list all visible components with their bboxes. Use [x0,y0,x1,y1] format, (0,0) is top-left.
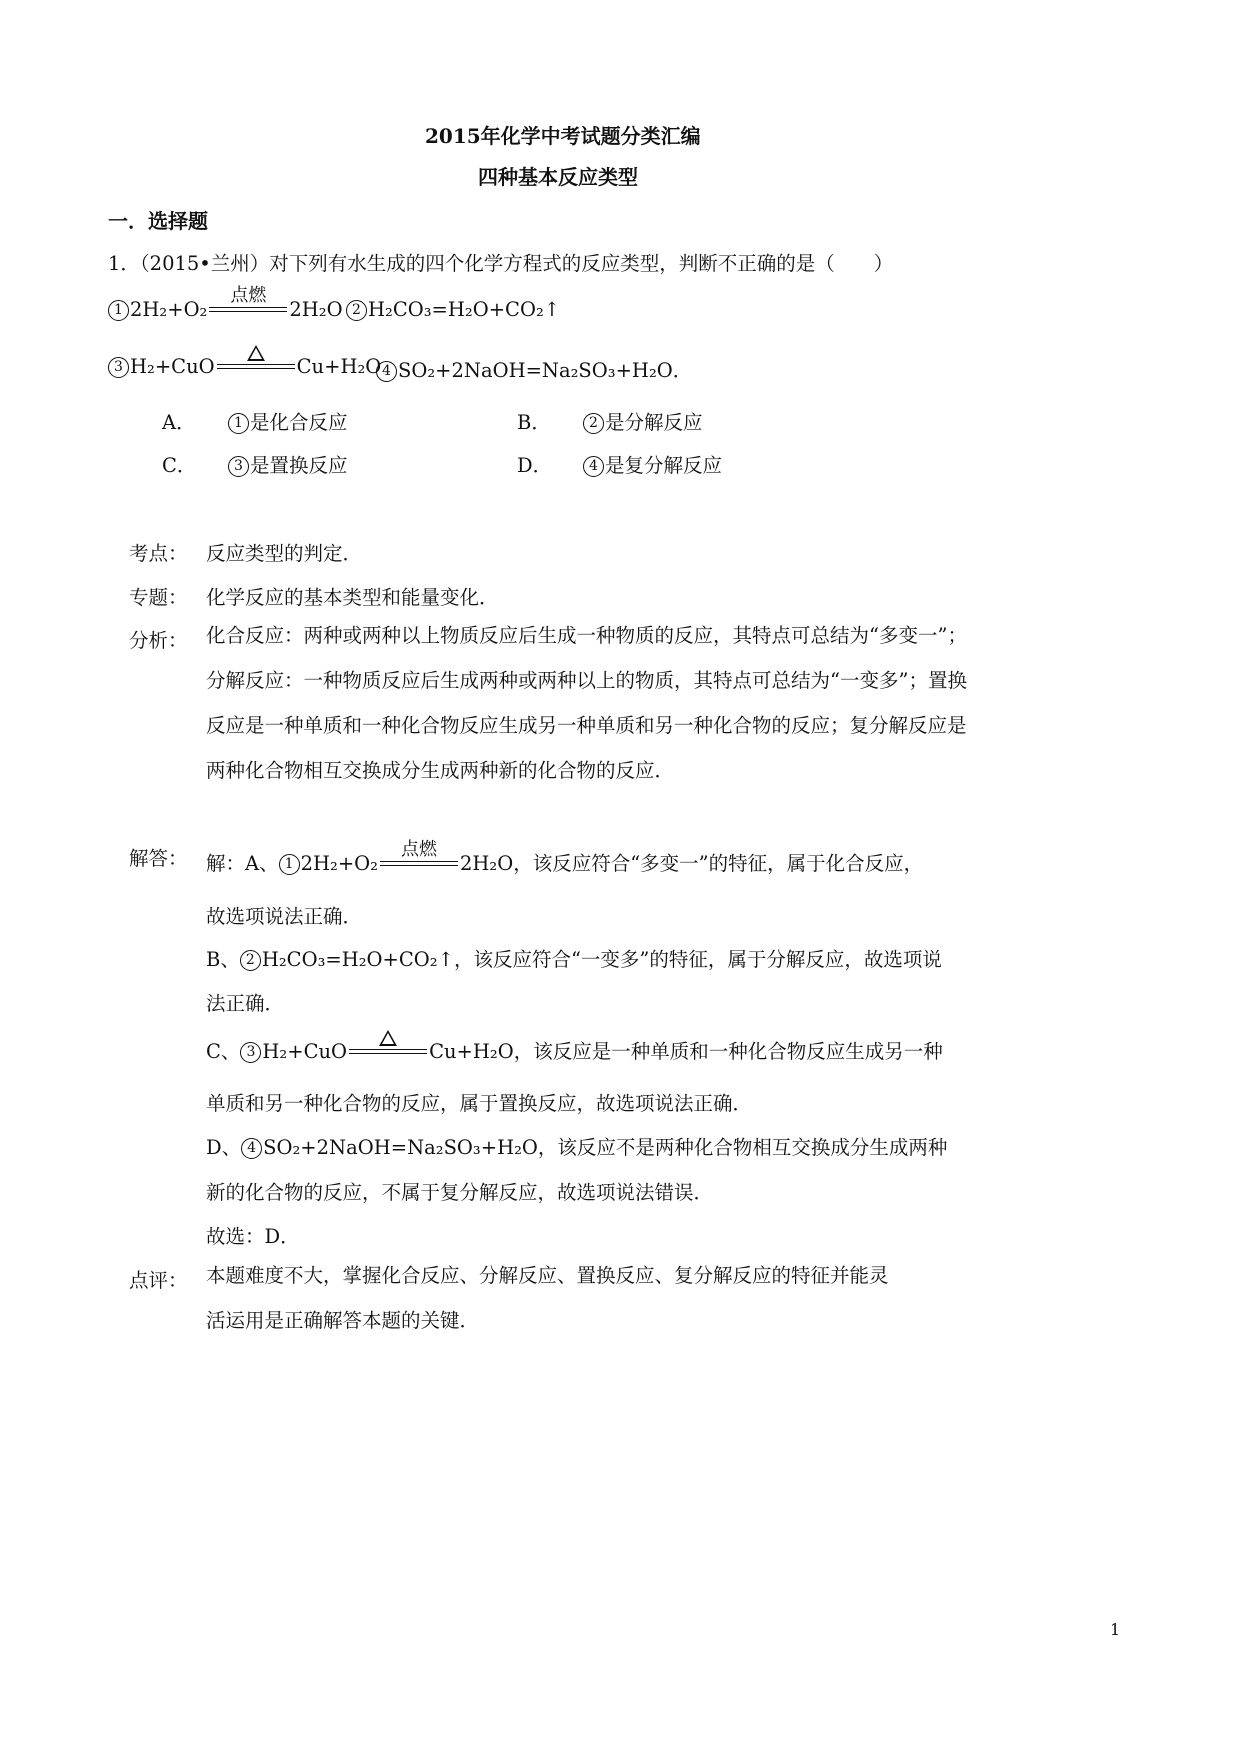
kaodian-text: 反应类型的判定． [206,542,363,565]
option-text: 是化合反应 [250,411,348,434]
page-title: 2015年化学中考试题分类汇编 [425,124,701,148]
circled-number: 1 [108,300,129,321]
eq2-text: H₂CO₃=H₂O+CO₂↑ [368,298,561,321]
jieda-label: 解答： [129,847,188,870]
eq1-left: 2H₂+O₂ [300,852,378,875]
answer-b-suffix: ，该反应符合“一变多”的特征，属于分解反应，故选项说 [453,948,942,971]
answer-b-prefix: B、 [206,948,240,971]
option-d [517,450,722,478]
option-a [162,407,348,435]
dianping-text: 本题难度不大，掌握化合反应、分解反应、置换反应、复分解反应的特征并能灵活运用是正确解答本题的关键． [206,1264,889,1332]
eq4-text: SO₂+2NaOH=Na₂SO₃+H₂O [263,1136,538,1159]
circled-number: 4 [241,1138,262,1159]
answer-b [206,944,942,972]
circled-number: 4 [376,361,397,382]
eq1-right: 2H₂O [289,298,343,321]
circled-number: 3 [228,456,249,477]
condition-label: 点燃 [400,838,437,860]
answer-b-line2: 法正确． [206,992,285,1015]
equation-3 [108,355,381,378]
circled-number: 2 [583,413,604,434]
answer-a-suffix: ，该反应符合“多变一”的特征，属于化合反应， [513,852,924,875]
answer-c-line2: 单质和另一种化合物的反应，属于置换反应，故选项说法正确． [206,1092,753,1115]
answer-c-prefix: C、 [206,1040,241,1063]
circled-number: 2 [346,300,367,321]
zhuanti-label: 专题： [129,586,188,609]
question-stem: 1．（2015•兰州）对下列有水生成的四个化学方程式的反应类型，判断不正确的是（ ） [108,252,894,275]
heat-condition [349,1048,427,1058]
equation-4 [376,355,692,383]
circled-number: 2 [240,950,261,971]
kaodian-label: 考点： [129,542,188,565]
option-letter: C． [162,454,197,477]
eq3-right: Cu+H₂O [429,1040,514,1063]
zhuanti-text: 化学反应的基本类型和能量变化． [206,586,499,609]
circled-number: 3 [108,357,129,378]
answer-a-line2: 故选项说法正确． [206,905,363,928]
circled-number: 1 [228,413,249,434]
page-number: 1 [1110,1620,1121,1639]
page-subtitle: 四种基本反应类型 [478,165,638,189]
eq1-right: 2H₂O [459,852,514,875]
circled-number: 3 [240,1042,261,1063]
eq3-left: H₂+CuO [130,355,215,378]
answer-a [206,838,924,876]
ignite-condition [380,838,458,870]
option-b [517,407,703,435]
eq3-left: H₂+CuO [262,1040,348,1063]
section-heading: 一．选择题 [108,209,208,233]
dianping-label: 点评： [129,1269,188,1292]
circled-number: 4 [583,456,604,477]
condition-label: 点燃 [230,284,267,306]
eq1-left: 2H₂+O₂ [130,298,208,321]
eq3-right: Cu+H₂O [296,355,382,378]
option-letter: D． [517,454,553,477]
answer-d [206,1132,947,1160]
ignite-condition [209,284,287,316]
heat-condition [217,363,295,373]
equation-2 [346,298,560,321]
fenxi-text: 化合反应：两种或两种以上物质反应后生成一种物质的反应，其特点可总结为“多变一”； 分解反应：一种物质反应后生成两种或两种以上的物质，其特点可总结为“一变多”；置换反应是一种单质和一种化合物反应生成另一种单质和另一种化合物的反应；复分解反应是两种化合物相互交换成分生成两种新的化合物的反应． [206,624,967,782]
answer-d-prefix: D、 [206,1136,242,1159]
heat-triangle-icon [379,1030,397,1046]
circled-number: 1 [279,854,300,875]
option-text: 是复分解反应 [605,454,723,477]
answer-c [206,1036,943,1064]
answer-d-suffix: ，该反应不是两种化合物相互交换成分生成两种 [537,1136,948,1159]
answer-d-line2: 新的化合物的反应，不属于复分解反应，故选项说法错误． [206,1181,714,1204]
option-c [162,450,348,478]
answer-c-suffix: ，该反应是一种单质和一种化合物反应生成另一种 [513,1040,943,1063]
answer-a-prefix: 解：A、 [206,852,279,875]
equation-1 [108,284,343,321]
fenxi-label: 分析： [129,629,188,652]
option-text: 是分解反应 [605,411,703,434]
option-letter: A． [162,411,196,434]
option-letter: B． [517,411,551,434]
eq2-text: H₂CO₃=H₂O+CO₂↑ [261,948,454,971]
final-answer: 故选：D． [206,1225,300,1248]
option-text: 是置换反应 [250,454,348,477]
eq4-text: SO₂+2NaOH=Na₂SO₃+H₂O． [398,359,693,382]
heat-triangle-icon [247,345,265,361]
